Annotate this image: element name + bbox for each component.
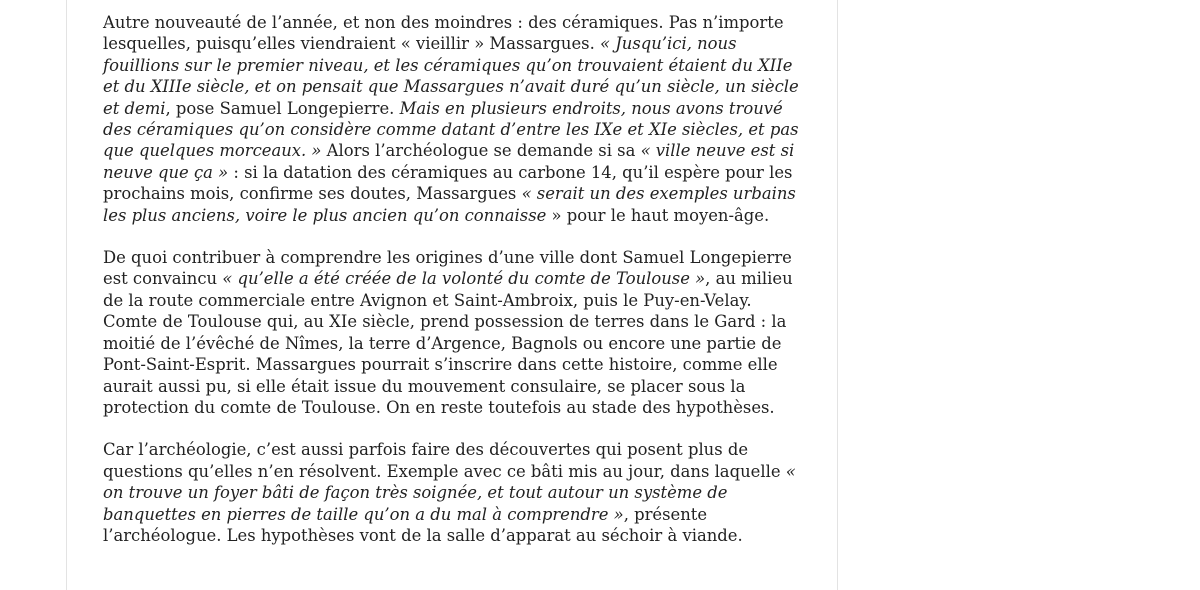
text-segment: , au milieu de la route commerciale entre Avignon et Saint-Ambroix, puis le Puy-en-Velay. Comte de Toulouse qui, au XIe siècle, prend possession de terres dans le Gard : la moitié de l’évêché de Nîmes, la terre d’Argence, Bagnols ou encore une partie de Pont-Saint-Esprit. Massargues pourrait s’inscrire dans cette histoire, comme elle aurait aussi pu, si elle était issue du mouvement consulaire, se placer sous la protection du comte de Toulouse. On en reste toutefois au stade des hypothèses.: [103, 269, 793, 417]
text-segment: Alors l’archéologue se demande si sa: [321, 141, 641, 161]
quote-segment: « ville neuve est si neuve que ça »: [103, 141, 795, 182]
paragraph-2: [103, 247, 803, 418]
text-segment: De quoi contribuer à comprendre les origines d’une ville dont Samuel Longepierre est convaincu: [103, 248, 792, 289]
article-body: [103, 12, 803, 567]
paragraph-1: [103, 12, 803, 226]
quote-segment: « on trouve un foyer bâti de façon très soignée, et tout autour un système de banquettes en pierres de taille qu’on a du mal à comprendre »: [103, 461, 796, 524]
text-segment: Car l’archéologie, c’est aussi parfois faire des découvertes qui posent plus de questions qu’elles n’en résolvent. Exemple avec ce bâti mis au jour, dans laquelle: [103, 440, 786, 481]
text-segment: , présente l’archéologue. Les hypothèses vont de la salle d’apparat au séchoir à viande.: [103, 504, 743, 545]
text-segment: : si la datation des céramiques au carbone 14, qu’il espère pour les prochains mois, confirme ses doutes, Massargues: [103, 162, 793, 204]
paragraph-3: [103, 439, 803, 546]
text-segment: Autre nouveauté de l’année, et non des moindres : des céramiques. Pas n’importe lesquelles, puisqu’elles viendraient « vieillir » Massargues.: [103, 13, 784, 54]
quote-segment: « serait un des exemples urbains les plus anciens, voire le plus ancien qu’on connaisse: [103, 184, 796, 225]
text-segment: , pose Samuel Longepierre.: [165, 98, 400, 118]
quote-segment: Mais en plusieurs endroits, nous avons trouvé des céramiques qu’on considère comme datant d’entre les IXe et XIe siècles, et pas que quelques morceaux. »: [103, 98, 799, 161]
quote-segment: « Jusqu’ici, nous fouillions sur le premier niveau, et les céramiques qu’on trouvaient étaient du XIIe et du XIIIe siècle, et on pensait que Massargues n’avait duré qu’un siècle, un siècle et demi: [103, 34, 799, 118]
text-segment: » pour le haut moyen-âge.: [546, 205, 770, 225]
quote-segment: « qu’elle a été créée de la volonté du comte de Toulouse »: [222, 269, 706, 289]
